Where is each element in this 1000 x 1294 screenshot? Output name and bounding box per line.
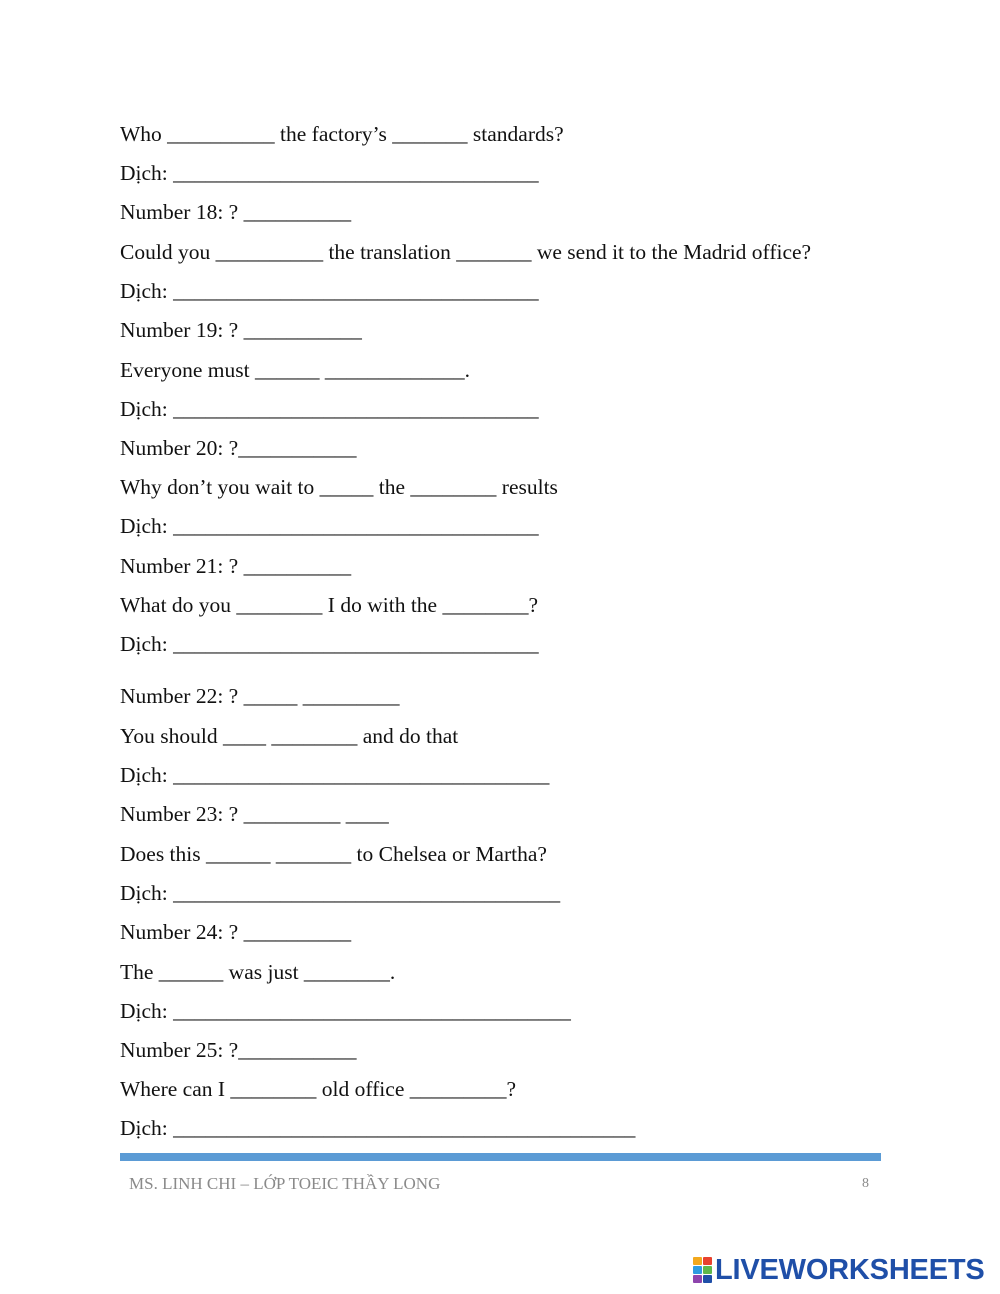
number-line: Number 19: ? ___________ — [120, 318, 362, 342]
number-line: Number 21: ? __________ — [120, 554, 352, 578]
page-number: 8 — [862, 1176, 869, 1191]
sentence-line: Could you __________ the translation _______ we send it to the Madrid office? — [120, 240, 812, 264]
liveworksheets-brand[interactable] — [693, 1254, 985, 1286]
brand-wordmark: LIVEWORKSHEETS — [715, 1253, 985, 1286]
sentence-line: Does this ______ _______ to Chelsea or Martha? — [120, 842, 547, 866]
sentence-line: You should ____ ________ and do that — [120, 724, 459, 748]
liveworksheets-logo-icon — [693, 1257, 712, 1283]
number-line: Number 20: ?___________ — [120, 436, 357, 460]
number-line: Number 25: ?___________ — [120, 1038, 357, 1062]
number-line: Number 18: ? __________ — [120, 200, 352, 224]
translation-line: Dịch: __________________________________ — [120, 632, 539, 656]
footer-divider — [120, 1153, 881, 1161]
number-line: Number 24: ? __________ — [120, 920, 352, 944]
number-line: Number 23: ? _________ ____ — [120, 802, 389, 826]
translation-line: Dịch: ___________________________________________ — [120, 1116, 636, 1140]
translation-line: Dịch: ___________________________________ — [120, 763, 550, 787]
translation-line: Dịch: ____________________________________ — [120, 881, 561, 905]
sentence-line: Why don’t you wait to _____ the ________ results — [120, 475, 558, 499]
translation-line: Dịch: __________________________________ — [120, 279, 539, 303]
number-line: Number 22: ? _____ _________ — [120, 684, 400, 708]
sentence-line: Where can I ________ old office _________? — [120, 1077, 517, 1101]
sentence-line: What do you ________ I do with the ________? — [120, 593, 539, 617]
sentence-line: Everyone must ______ _____________. — [120, 358, 470, 382]
translation-line: Dịch: _____________________________________ — [120, 999, 571, 1023]
translation-line: Dịch: __________________________________ — [120, 397, 539, 421]
translation-line: Dịch: __________________________________ — [120, 161, 539, 185]
sentence-line: The ______ was just ________. — [120, 960, 396, 984]
footer-title: MS. LINH CHI – LỚP TOEIC THẦY LONG — [129, 1174, 441, 1193]
sentence-line: Who __________ the factory’s _______ standards? — [120, 122, 564, 146]
translation-line: Dịch: __________________________________ — [120, 514, 539, 538]
